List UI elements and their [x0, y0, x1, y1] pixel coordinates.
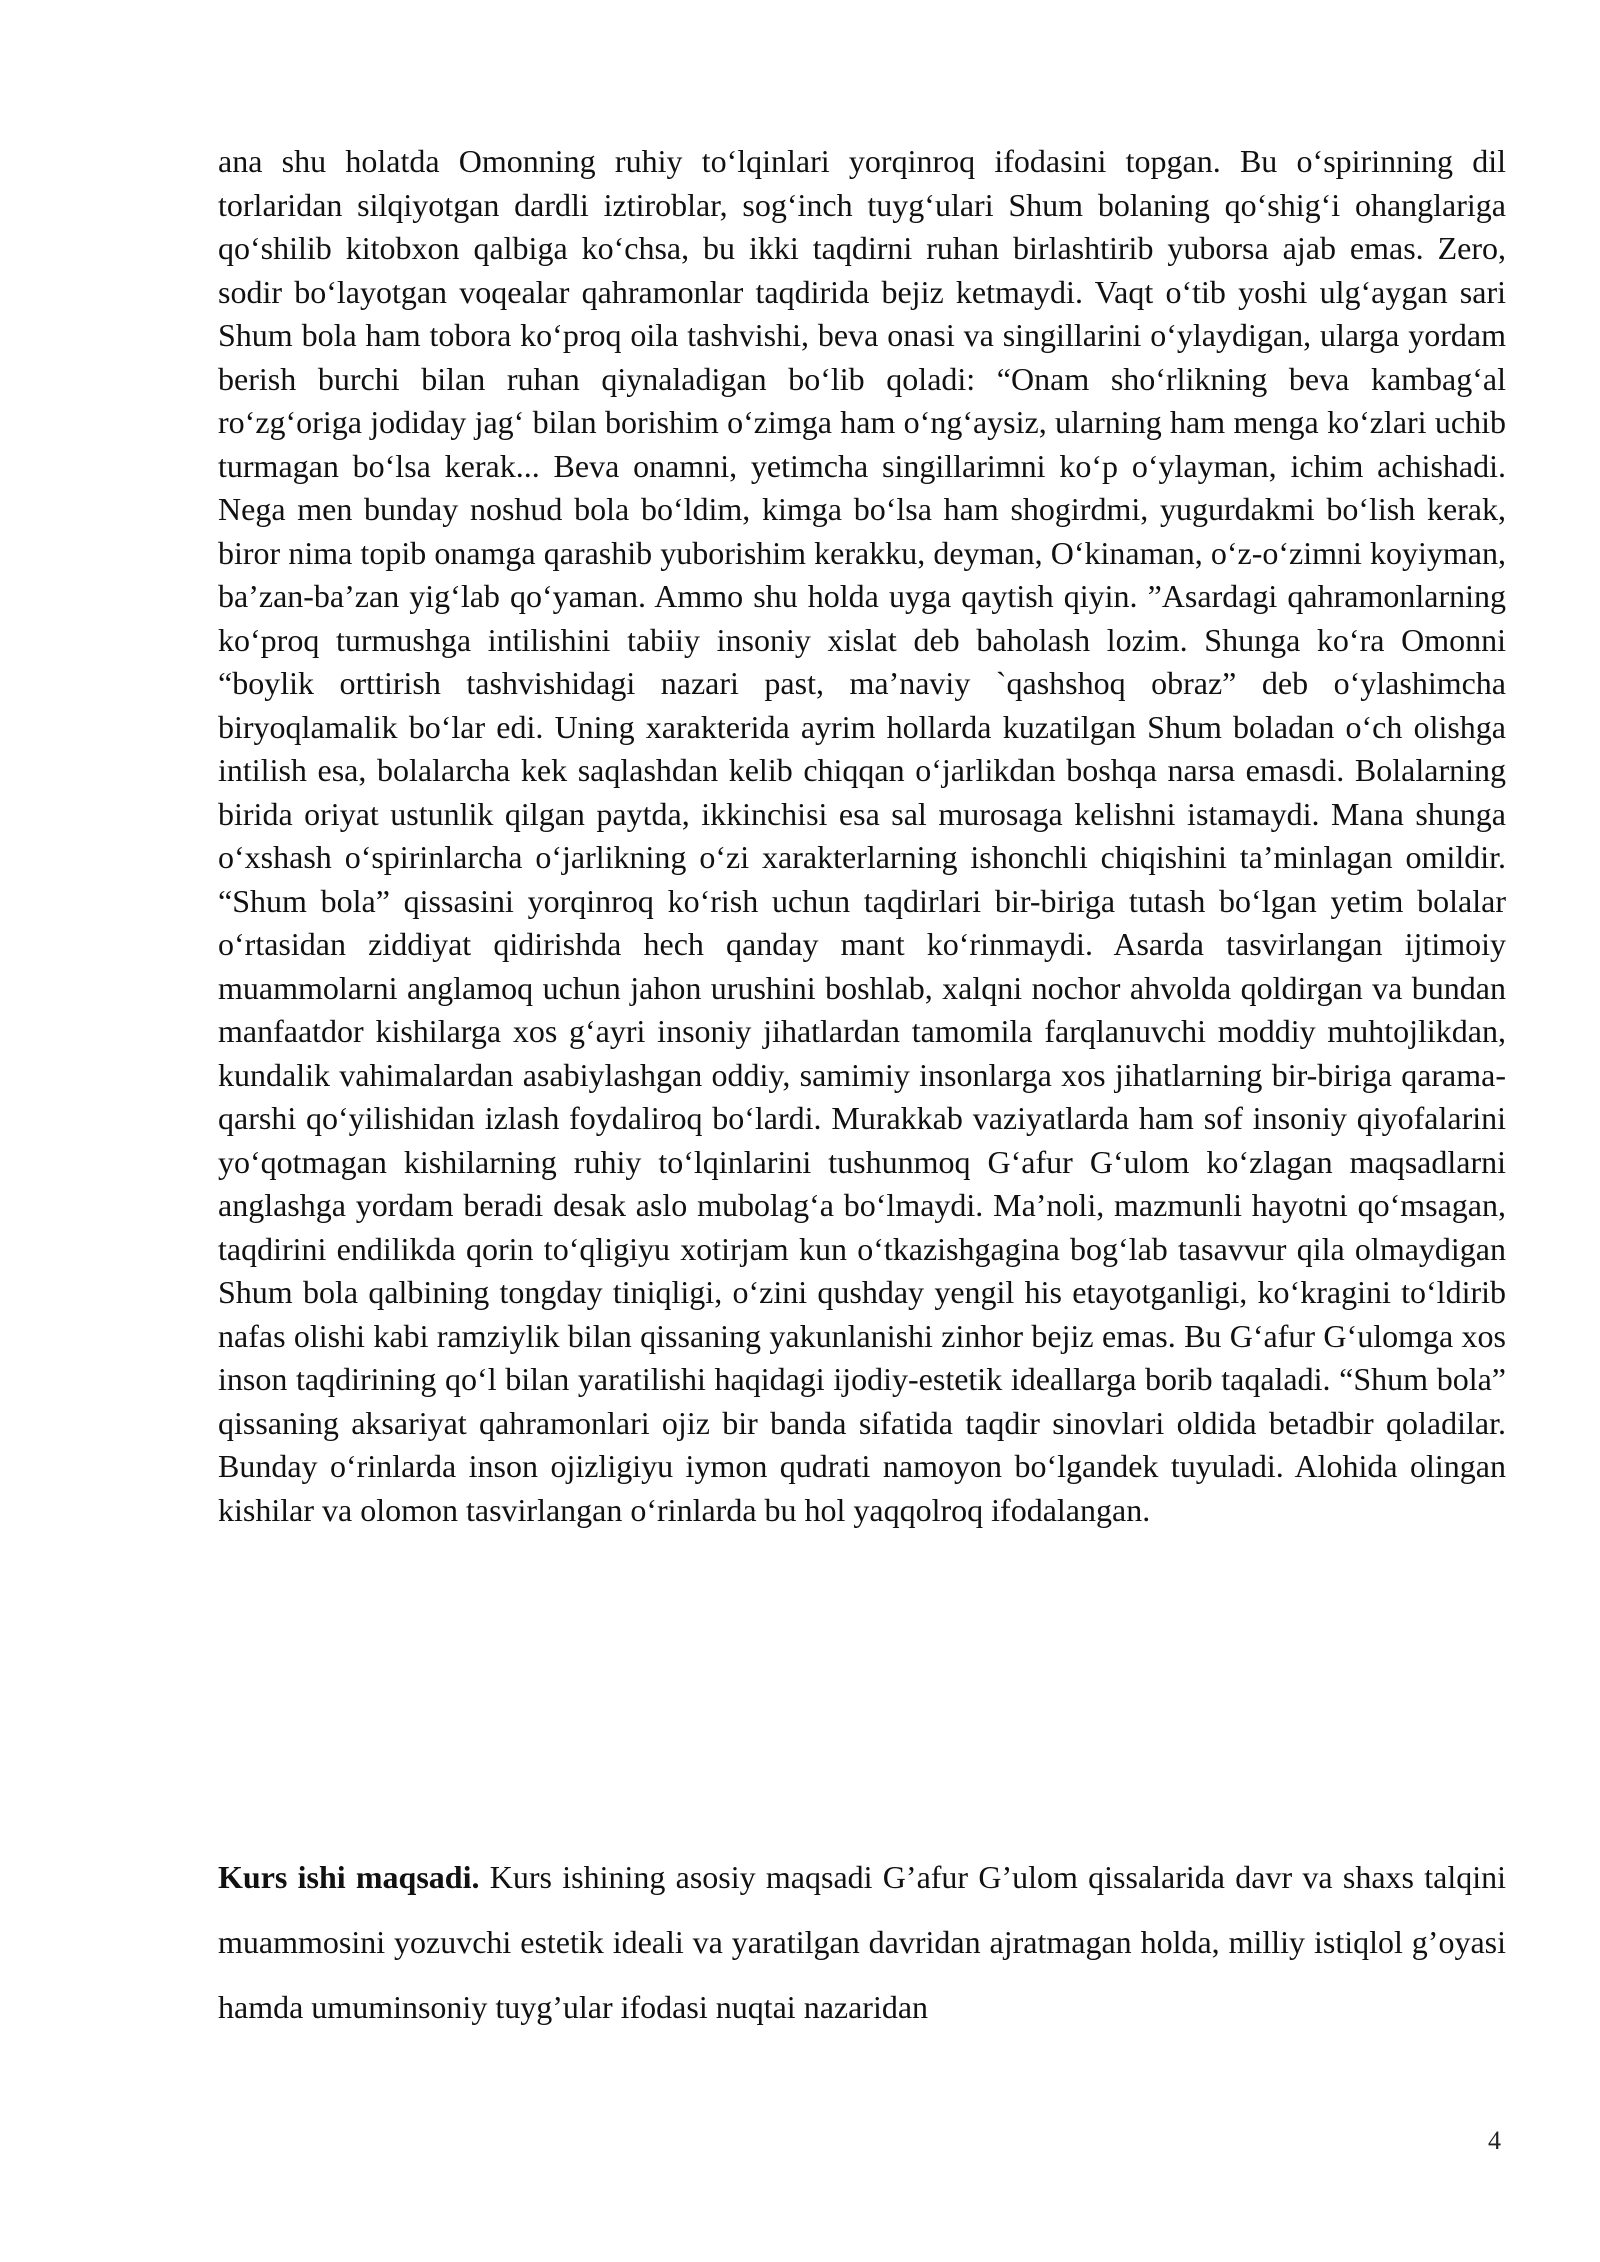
goal-text: Kurs ishining asosiy maqsadi G’afur G’ulom qissalarida davr va shaxs talqini muammosini yozuvchi estetik ideali va yaratilgan davridan ajratmagan holda, milliy istiqlol g’oyasi hamda umuminsoniy tuyg’ular ifodasi nuqtai nazaridan — [218, 1859, 1507, 2025]
goal-heading: Kurs ishi maqsadi. — [218, 1859, 480, 1895]
main-text-block — [218, 140, 1506, 1532]
page-number: 4 — [1488, 2126, 1501, 2155]
goal-paragraph — [218, 1845, 1506, 2040]
body-paragraph: ana shu holatda Omonning ruhiy to‘lqinlari yorqinroq ifodasini topgan. Bu o‘spirinning dil torlaridan silqiyotgan dardli iztiroblar, sog‘inch tuyg‘ulari Shum bolaning qo‘shig‘i ohanglariga qo‘shilib kitobxon qalbiga ko‘chsa, bu ikki taqdirni ruhan birlashtirib yuborsa ajab emas. Zero, sodir bo‘layotgan voqealar qahramonlar taqdirida bejiz ketmaydi. Vaqt o‘tib yoshi ulg‘aygan sari Shum bola ham tobora ko‘proq oila tashvishi, beva onasi va singillarini o‘ylaydigan, ularga yordam berish burchi bilan ruhan qiynaladigan bo‘lib qoladi: “Onam sho‘rlikning beva kambag‘al ro‘zg‘origa jodiday jag‘ bilan borishim o‘zimga ham o‘ng‘aysiz, ularning ham menga ko‘zlari uchib turmagan bo‘lsa kerak... Beva onamni, yetimcha singillarimni ko‘p o‘ylayman, ichim achishadi. Nega men bunday noshud bola bo‘ldim, kimga bo‘lsa ham shogirdmi, yugurdakmi bo‘lish kerak, biror nima topib onamga qarashib yuborishim kerakku, deyman, O‘kinaman, o‘z-o‘zimni koyiyman, ba’zan-ba’zan yig‘lab qo‘yaman. Ammo shu holda uyga qaytish qiyin. ”Asardagi qahramonlarning ko‘proq turmushga intilishini tabiiy insoniy xislat deb baholash lozim. Shunga ko‘ra Omonni “boylik orttirish tashvishidagi nazari past, ma’naviy `qashshoq obraz” deb o‘ylashimcha biryoqlamalik bo‘lar edi. Uning xarakterida ayrim hollarda kuzatilgan Shum boladan o‘ch olishga intilish esa, bolalarcha kek saqlashdan kelib chiqqan o‘jarlikdan boshqa narsa emasdi. Bolalarning birida oriyat ustunlik qilgan paytda, ikkinchisi esa sal murosaga kelishni istamaydi. Mana shunga o‘xshash o‘spirinlarcha o‘jarlikning o‘zi xarakterlarning ishonchli chiqishini ta’minlagan omildir. “Shum bola” qissasini yorqinroq ko‘rish uchun taqdirlari bir-biriga tutash bo‘lgan yetim bolalar o‘rtasidan ziddiyat qidirishda hech qanday mant ko‘rinmaydi. Asarda tasvirlangan ijtimoiy muammolarni anglamoq uchun jahon urushini boshlab, xalqni nochor ahvolda qoldirgan va bundan manfaatdor kishilarga xos g‘ayri insoniy jihatlardan tamomila farqlanuvchi moddiy muhtojlikdan, kundalik vahimalardan asabiylashgan oddiy, samimiy insonlarga xos jihatlarning bir-biriga qarama-qarshi qo‘yilishidan izlash foydaliroq bo‘lardi. Murakkab vaziyatlarda ham sof insoniy qiyofalarini yo‘qotmagan kishilarning ruhiy to‘lqinlarini tushunmoq G‘afur G‘ulom ko‘zlagan maqsadlarni anglashga yordam beradi desak aslo mubolag‘a bo‘lmaydi. Ma’noli, mazmunli hayotni qo‘msagan, taqdirini endilikda qorin to‘qligiyu xotirjam kun o‘tkazishgagina bog‘lab tasavvur qila olmaydigan Shum bola qalbining tongday tiniqligi, o‘zini qushday yengil his etayotganligi, ko‘kragini to‘ldirib nafas olishi kabi ramziylik bilan qissaning yakunlanishi zinhor bejiz emas. Bu G‘afur G‘ulomga xos inson taqdirining qo‘l bilan yaratilishi haqidagi ijodiy-estetik ideallarga borib taqaladi. “Shum bola” qissaning aksariyat qahramonlari ojiz bir banda sifatida taqdir sinovlari oldida betadbir qoladilar. Bunday o‘rinlarda inson ojizligiyu iymon qudrati namoyon bo‘lgandek tuyuladi. Alohida olingan kishilar va olomon tasvirlangan o‘rinlarda bu hol yaqqolroq ifodalangan. — [218, 143, 1506, 1528]
